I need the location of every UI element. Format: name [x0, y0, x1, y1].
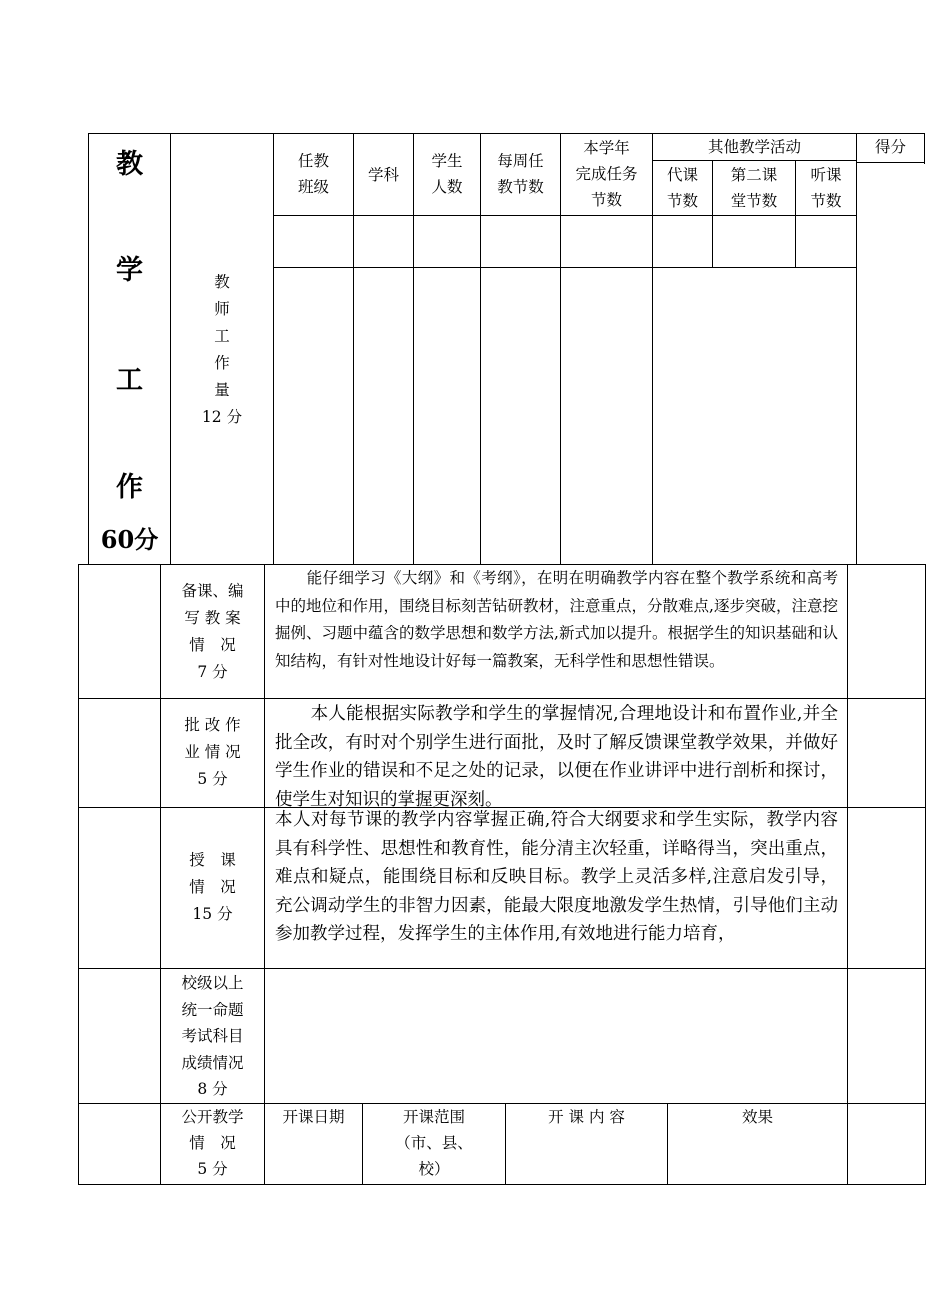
divider	[78, 698, 926, 699]
divider	[273, 215, 856, 216]
table-border-right-upper	[924, 133, 925, 164]
divider	[78, 968, 926, 969]
header-observe: 听课 节数	[810, 166, 842, 210]
section-title-char: 作	[116, 472, 143, 503]
divider	[273, 267, 856, 268]
divider	[856, 133, 857, 564]
table-border-bottom	[78, 1184, 926, 1185]
teaching-label: 授 课 情 况 15 分	[189, 851, 236, 923]
open-class-date: 开课日期	[282, 1108, 345, 1126]
header-subject: 学科	[367, 166, 399, 184]
header-substitute: 代课 节数	[666, 166, 698, 210]
open-class-content: 开 课 内 容	[548, 1108, 625, 1126]
section-title-char: 学	[116, 255, 143, 286]
divider	[353, 133, 354, 564]
section-title-char: 工	[116, 365, 143, 396]
open-class-label: 公开教学 情 况 5 分	[181, 1108, 244, 1178]
header-second: 第二课 堂节数	[730, 166, 778, 210]
header-annual: 本学年 完成任务 节数	[575, 139, 638, 209]
header-score: 得分	[874, 138, 906, 156]
header-class: 任教 班级	[297, 152, 329, 196]
table-border-right-lower	[925, 564, 926, 1185]
open-class-scope: 开课范围 （市、县、 校）	[395, 1108, 473, 1178]
section-title-score: 60分	[100, 525, 159, 554]
exam-label: 校级以上 统一命题 考试科目 成绩情况 8 分	[181, 974, 244, 1098]
header-students: 学生 人数	[431, 152, 463, 196]
homework-text: 本人能根据实际教学和学生的掌握情况,合理地设计和布置作业,并全批全改，有时对个别学生进行面批，及时了解反馈课堂教学效果，并做好学生作业的错误和不足之处的记录，以便在作业讲评中进行剖析和探讨，使学生对知识的掌握更深刻。	[275, 704, 838, 810]
divider	[856, 162, 925, 163]
teaching-text: 本人对每节课的教学内容掌握正确,符合大纲要求和学生实际，教学内容具有科学性、思想性和教育性，能分清主次轻重，详略得当，突出重点，难点和疑点，能围绕目标和反映目标。教学上灵活多样,注意启发引导，充公调动学生的非智力因素，能最大限度地激发学生热情，引导他们主动参加教学过程，发挥学生的主体作用,有效地进行能力培育，	[275, 810, 838, 944]
open-class-effect: 效果	[741, 1108, 773, 1126]
prep-text: 能仔细学习《大纲》和《考纲》，在明在明确教学内容在整个教学系统和高考中的地位和作用，围绕目标刻苦钻研教材，注意重点，分散难点,逐步突破，注意挖掘例、习题中蕴含的数学思想和数学方法,新式加以提升。根据学生的知识基础和认知结构，有针对性地设计好每一篇教案，无科学性和思想性错误。	[275, 569, 838, 670]
divider	[264, 564, 265, 1185]
header-other: 其他教学活动	[707, 138, 801, 156]
divider	[847, 564, 848, 1185]
prep-label: 备课、编 写 教 案 情 况 7 分	[181, 582, 244, 681]
section-title-char: 教	[116, 149, 143, 180]
homework-label: 批 改 作 业 情 况 5 分	[184, 716, 241, 788]
header-weekly: 每周任 教节数	[497, 152, 544, 196]
table-border-left-lower	[78, 564, 79, 1185]
divider	[652, 160, 856, 161]
workload-label: 教 师 工 作 量 12 分	[201, 273, 243, 426]
